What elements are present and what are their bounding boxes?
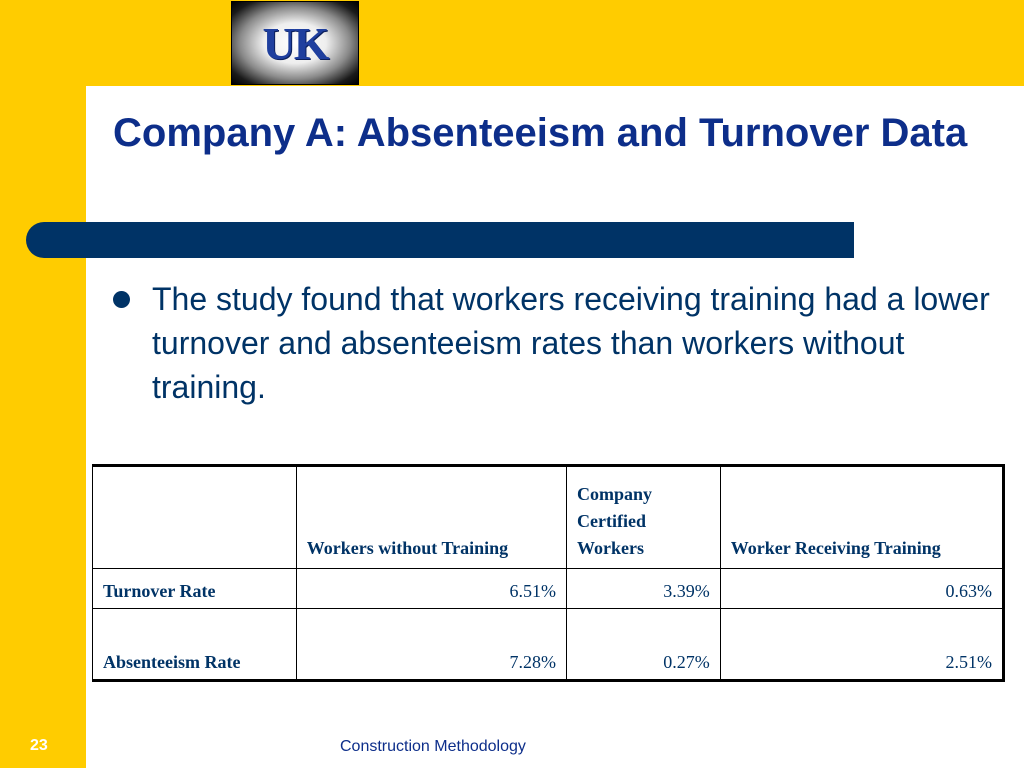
table-header-cell: Workers without Training [296,466,566,569]
table-header-cell: Worker Receiving Training [720,466,1003,569]
absenteeism-turnover-table [92,464,1005,682]
bullet-item [113,277,993,409]
logo-text: UK [262,17,328,69]
top-accent-band [86,0,1024,86]
row-label: Turnover Rate [93,569,297,609]
table-header-cell-empty [93,466,297,569]
table-row [93,569,1004,609]
table-row [93,609,1004,681]
table-header-cell: Company Certified Workers [567,466,721,569]
uk-logo [231,1,359,85]
table-cell: 6.51% [296,569,566,609]
slide-title: Company A: Absenteeism and Turnover Data [113,111,968,155]
table-cell: 2.51% [720,609,1003,681]
footer-text: Construction Methodology [340,738,526,755]
table-cell: 0.27% [567,609,721,681]
table-cell: 7.28% [296,609,566,681]
bullet-dot-icon [113,291,130,308]
table-cell: 0.63% [720,569,1003,609]
table-header-row [93,466,1004,569]
table-cell: 3.39% [567,569,721,609]
title-divider-bar [26,222,854,258]
row-label: Absenteeism Rate [93,609,297,681]
bullet-text: The study found that workers receiving training had a lower turnover and absenteeism rates than workers without training. [152,281,990,405]
slide-number: 23 [30,737,48,754]
left-accent-bar [0,0,86,768]
